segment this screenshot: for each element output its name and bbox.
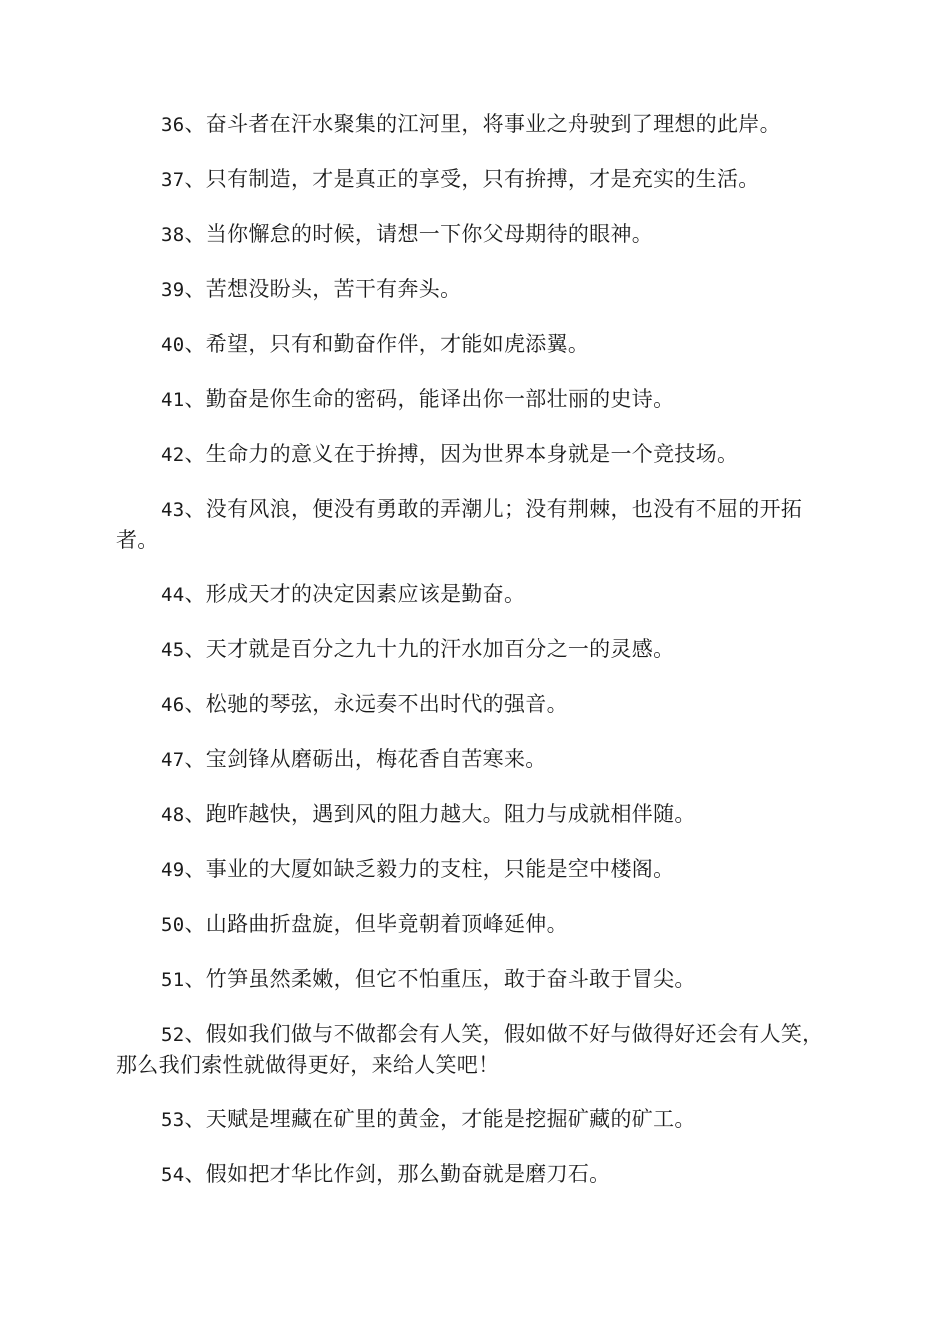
item-number: 44 bbox=[161, 584, 185, 606]
item-text: 、没有风浪，便没有勇敢的弄潮儿；没有荆棘，也没有不屈的开拓者。 bbox=[116, 497, 803, 552]
item-number: 49 bbox=[161, 859, 185, 881]
item-number: 48 bbox=[161, 804, 185, 826]
list-item bbox=[116, 799, 836, 830]
item-text: 、假如我们做与不做都会有人笑，假如做不好与做得好还会有人笑，那么我们索性就做得更好，来给人笑吧！ bbox=[116, 1022, 824, 1077]
item-text: 、松驰的琴弦，永远奏不出时代的强音。 bbox=[184, 692, 568, 716]
item-text: 、只有制造，才是真正的享受，只有拚搏，才是充实的生活。 bbox=[184, 167, 760, 191]
item-number: 50 bbox=[161, 914, 185, 936]
list-item bbox=[116, 634, 836, 665]
list-item bbox=[116, 579, 836, 610]
list-item bbox=[116, 164, 836, 195]
item-number: 43 bbox=[161, 499, 185, 521]
item-text: 、假如把才华比作剑，那么勤奋就是磨刀石。 bbox=[184, 1162, 611, 1186]
item-text: 、形成天才的决定因素应该是勤奋。 bbox=[184, 582, 526, 606]
list-item bbox=[116, 964, 836, 995]
list-item bbox=[116, 219, 836, 250]
item-text: 、希望，只有和勤奋作伴，才能如虎添翼。 bbox=[184, 332, 590, 356]
item-text: 、天才就是百分之九十九的汗水加百分之一的灵感。 bbox=[184, 637, 675, 661]
list-item bbox=[116, 1104, 836, 1135]
list-item bbox=[116, 439, 836, 470]
item-number: 53 bbox=[161, 1109, 185, 1131]
item-text: 、生命力的意义在于拚搏，因为世界本身就是一个竞技场。 bbox=[184, 442, 739, 466]
item-number: 40 bbox=[161, 334, 185, 356]
item-text: 、苦想没盼头，苦干有奔头。 bbox=[184, 277, 462, 301]
list-item bbox=[116, 744, 836, 775]
list-item bbox=[116, 109, 836, 140]
item-number: 46 bbox=[161, 694, 185, 716]
list-item bbox=[116, 689, 836, 720]
item-text: 、勤奋是你生命的密码，能译出你一部壮丽的史诗。 bbox=[184, 387, 675, 411]
item-text: 、竹笋虽然柔嫩，但它不怕重压，敢于奋斗敢于冒尖。 bbox=[184, 967, 696, 991]
item-text: 、事业的大厦如缺乏毅力的支柱，只能是空中楼阁。 bbox=[184, 857, 675, 881]
item-text: 、宝剑锋从磨砺出，梅花香自苦寒来。 bbox=[184, 747, 547, 771]
item-text: 、山路曲折盘旋，但毕竟朝着顶峰延伸。 bbox=[184, 912, 568, 936]
item-number: 37 bbox=[161, 169, 185, 191]
item-number: 41 bbox=[161, 389, 185, 411]
item-number: 38 bbox=[161, 224, 185, 246]
item-number: 45 bbox=[161, 639, 185, 661]
list-item bbox=[116, 909, 836, 940]
list-item bbox=[116, 274, 836, 305]
list-item bbox=[116, 329, 836, 360]
item-number: 54 bbox=[161, 1164, 185, 1186]
list-item bbox=[116, 494, 836, 555]
quote-list bbox=[116, 109, 836, 1214]
item-text: 、天赋是埋藏在矿里的黄金，才能是挖掘矿藏的矿工。 bbox=[184, 1107, 696, 1131]
item-text: 、跑昨越快，遇到风的阻力越大。阻力与成就相伴随。 bbox=[184, 802, 696, 826]
list-item bbox=[116, 854, 836, 885]
list-item bbox=[116, 1159, 836, 1190]
list-item bbox=[116, 1019, 836, 1080]
item-text: 、当你懈怠的时候，请想一下你父母期待的眼神。 bbox=[184, 222, 654, 246]
list-item bbox=[116, 384, 836, 415]
item-number: 42 bbox=[161, 444, 185, 466]
item-number: 36 bbox=[161, 114, 185, 136]
item-number: 52 bbox=[161, 1024, 185, 1046]
item-text: 、奋斗者在汗水聚集的江河里，将事业之舟驶到了理想的此岸。 bbox=[184, 112, 781, 136]
item-number: 51 bbox=[161, 969, 185, 991]
item-number: 47 bbox=[161, 749, 185, 771]
item-number: 39 bbox=[161, 279, 185, 301]
